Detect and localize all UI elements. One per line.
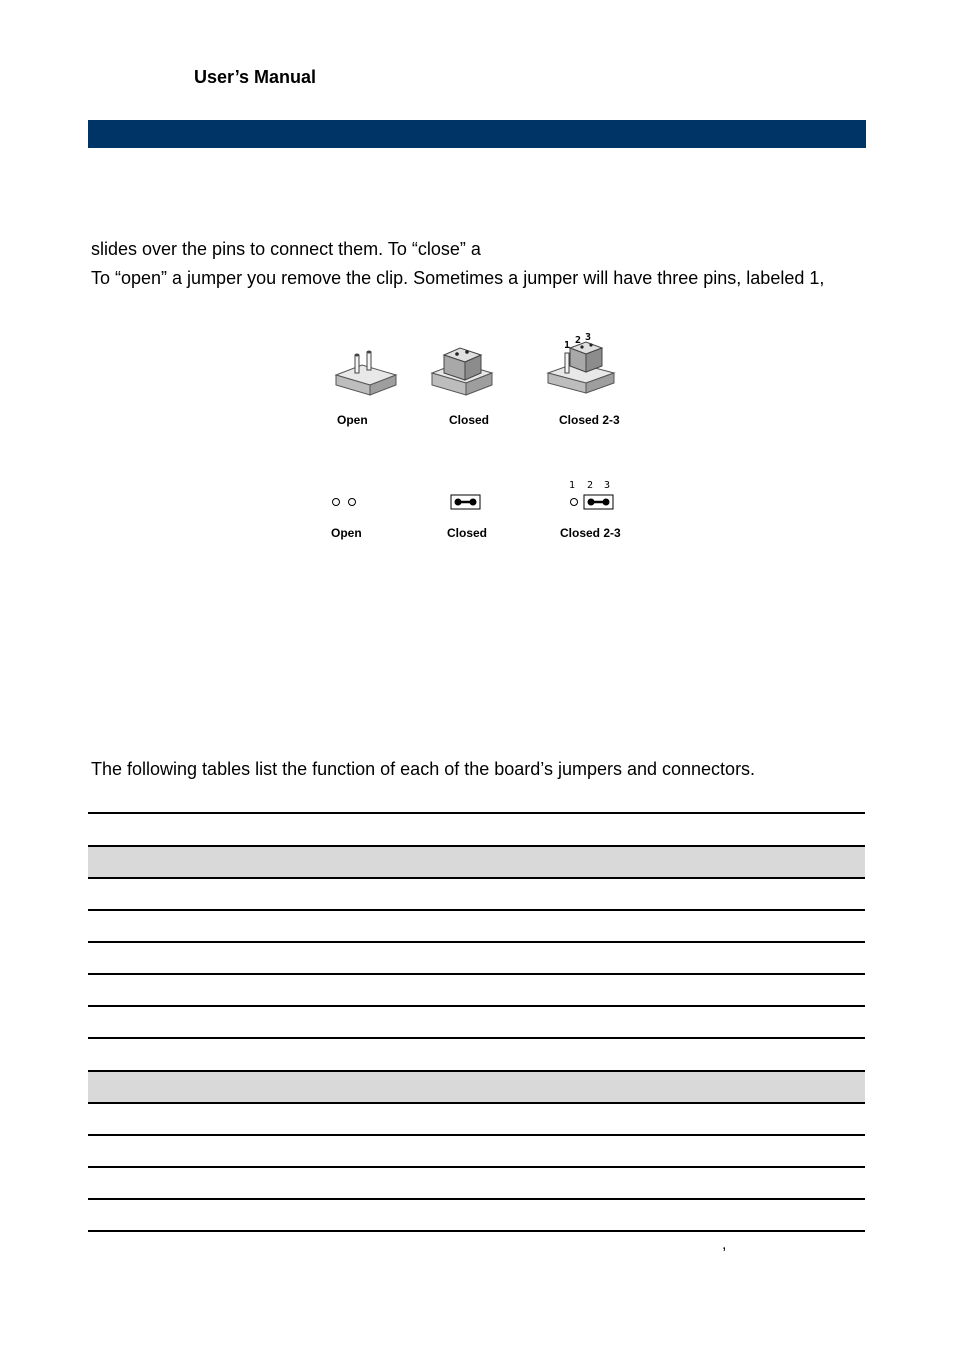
jumper-closed-2-3-schematic: [571, 495, 614, 509]
table-rule: [88, 1102, 865, 1104]
jumper-closed-3d: [432, 348, 492, 395]
paragraph-line-2: To “open” a jumper you remove the clip. Sometimes a jumper will have three pins, labeled 1,: [91, 268, 825, 288]
pin-number-1-3d: 1: [564, 340, 571, 351]
pin-number-3-3d: 3: [585, 332, 592, 343]
table-rule: [88, 877, 865, 879]
paragraph-line-1: slides over the pins to connect them. To “close” a: [91, 239, 481, 259]
table-rule: [88, 812, 865, 814]
connectors-table-header-row: [88, 1071, 865, 1103]
label-open-3d: Open: [337, 413, 368, 427]
table-rule: [88, 1005, 865, 1007]
jumper-open-schematic: [333, 499, 356, 506]
jumper-open-3d: [336, 351, 396, 396]
jumpers-table-header-row: [88, 846, 865, 878]
pin-number-1-schematic: 1: [569, 480, 576, 491]
table-rule: [88, 1037, 865, 1039]
jumper-closed-schematic: [451, 495, 480, 509]
table-rule: [88, 941, 865, 943]
table-rule: [88, 845, 865, 847]
label-closed-2-3-3d: Closed 2-3: [559, 413, 620, 427]
section-title-bar: [88, 120, 866, 148]
table-rule: [88, 1230, 865, 1232]
table-rule: [88, 1198, 865, 1200]
pin-number-2-3d: 2: [575, 335, 582, 346]
tables-intro-paragraph: The following tables list the function of each of the board’s jumpers and connectors.: [91, 759, 756, 779]
jumper-closed-2-3-3d: [548, 342, 614, 393]
footer-mark: ,: [722, 1236, 727, 1253]
jumper-schematic-symbols: [325, 492, 625, 512]
table-rule: [88, 909, 865, 911]
table-rule: [88, 1070, 865, 1072]
label-closed-3d: Closed: [449, 413, 490, 427]
table-rule: [88, 973, 865, 975]
label-closed-schematic: Closed: [447, 526, 488, 540]
pin-number-2-schematic: 2: [587, 480, 594, 491]
label-open-schematic: Open: [331, 526, 362, 540]
pin-number-3-schematic: 3: [604, 480, 611, 491]
label-closed-2-3-schematic: Closed 2-3: [560, 526, 621, 540]
table-rule: [88, 1166, 865, 1168]
header-title: User’s Manual: [194, 67, 317, 87]
table-rule: [88, 1134, 865, 1136]
jumper-3d-illustrations: [320, 325, 640, 405]
